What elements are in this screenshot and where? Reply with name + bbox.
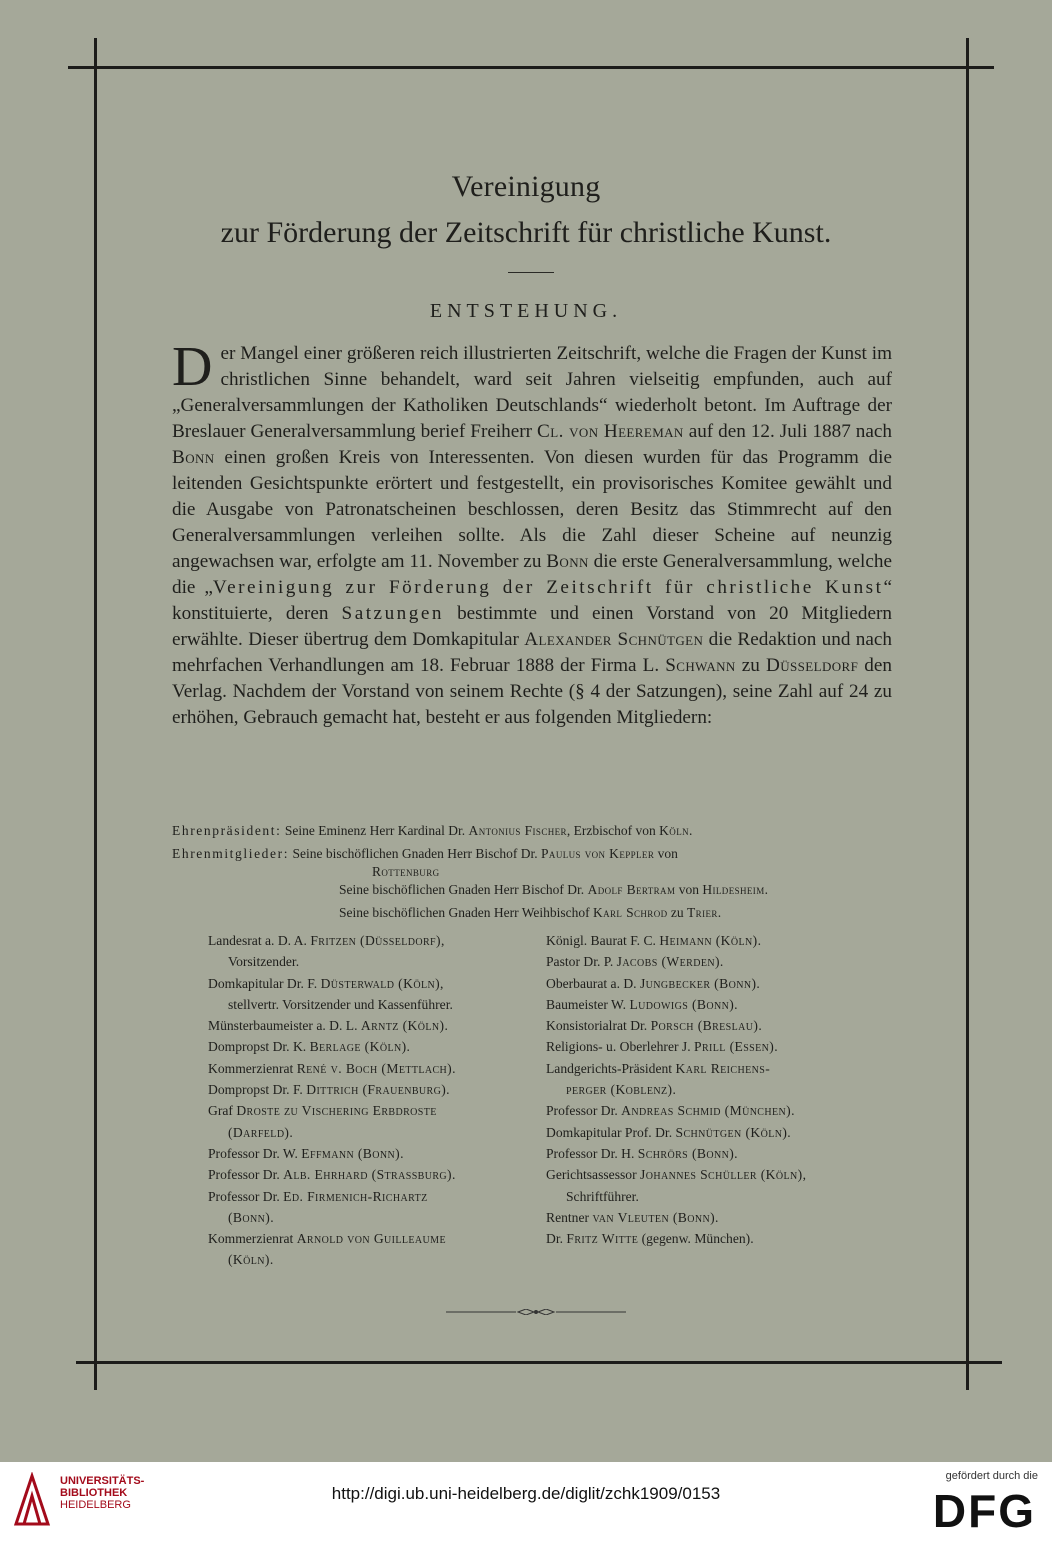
section-heading: ENTSTEHUNG. xyxy=(429,300,623,322)
member-entry: (Darfeld). xyxy=(228,1124,293,1140)
member-entry: Rentner van Vleuten (Bonn). xyxy=(546,1209,719,1225)
honorary-president: Ehrenpräsident: Seine Eminenz Herr Kardinal Dr. Antonius Fischer, Erzbischof von Köln. xyxy=(172,823,693,838)
member-entry: Professor Dr. W. Effmann (Bonn). xyxy=(208,1145,404,1161)
member-entry: Landesrat a. D. A. Fritzen (Düsseldorf), xyxy=(208,933,445,948)
member-entry: Kommerzienrat Arnold von Guilleaume xyxy=(208,1231,446,1247)
member-entry: perger (Koblenz). xyxy=(566,1082,676,1098)
member-entry: Schriftführer. xyxy=(566,1188,639,1204)
name-heereman: Cl. von Heereman xyxy=(537,421,684,442)
library-name[interactable]: UNIVERSITÄTS- BIBLIOTHEK HEIDELBERG xyxy=(60,1475,145,1511)
member-entry: Professor Dr. Andreas Schmid (München). xyxy=(546,1103,795,1119)
member-entry: Professor Dr. Alb. Ehrhard (Strassburg). xyxy=(208,1167,456,1183)
member-entry: Professor Dr. Ed. Firmenich-Richartz xyxy=(208,1188,428,1204)
member-entry: Landgerichts-Präsident Karl Reichens- xyxy=(546,1060,771,1076)
viewer-footer xyxy=(0,1462,1052,1541)
member-entry: (Bonn). xyxy=(228,1209,274,1225)
member-entry: Königl. Baurat F. C. Heimann (Köln). xyxy=(546,933,761,948)
member-entry: Pastor Dr. P. Jacobs (Werden). xyxy=(546,954,724,970)
drop-cap: D xyxy=(172,336,213,398)
member-entry: Domkapitular Dr. F. Düsterwald (Köln), xyxy=(208,975,444,991)
member-entry: Gerichtsassessor Johannes Schüller (Köln), xyxy=(546,1167,806,1183)
frame-top-line xyxy=(68,66,994,69)
member-entry: Domkapitular Prof. Dr. Schnütgen (Köln). xyxy=(546,1124,791,1140)
title-divider xyxy=(508,272,554,273)
frame-bottom-line xyxy=(76,1361,1002,1364)
member-entry: (Köln). xyxy=(228,1252,274,1268)
member-entry: Dompropst Dr. F. Dittrich (Frauenburg). xyxy=(208,1082,450,1098)
name-schnuetgen: Alexander Schnütgen xyxy=(524,629,704,650)
member-entry: Dompropst Dr. K. Berlage (Köln). xyxy=(208,1039,410,1055)
honorary-member-2: Seine bischöflichen Gnaden Herr Bischof Dr. Adolf Bertram von Hildesheim. xyxy=(339,882,768,897)
member-entry: stellvertr. Vorsitzender und Kassenführer. xyxy=(228,996,453,1012)
member-entry: Graf Droste zu Vischering Erbdroste xyxy=(208,1103,437,1119)
member-entry: Vorsitzender. xyxy=(228,954,300,970)
member-entry: Religions- u. Oberlehrer J. Prill (Essen). xyxy=(546,1039,778,1055)
member-entry: Konsistorialrat Dr. Porsch (Breslau). xyxy=(546,1018,762,1034)
member-entry: Kommerzienrat René v. Boch (Mettlach). xyxy=(208,1060,456,1076)
honorary-member-3: Seine bischöflichen Gnaden Herr Weihbischof Karl Schrod zu Trier. xyxy=(339,905,722,920)
association-name: Vereinigung zur Förderung der Zeitschrift für christliche Kunst xyxy=(212,577,884,598)
member-entry: Baumeister W. Ludowigs (Bonn). xyxy=(546,996,738,1012)
member-entry: Oberbaurat a. D. Jungbecker (Bonn). xyxy=(546,975,760,991)
title-line-2: zur Förderung der Zeitschrift für christliche Kunst. xyxy=(220,216,832,249)
title-line-1: Vereinigung xyxy=(451,170,601,203)
member-entry: Dr. Fritz Witte (gegenw. München). xyxy=(546,1231,754,1247)
dfg-logo[interactable]: DFG xyxy=(932,1485,1036,1537)
body-paragraph: Der Mangel einer größeren reich illustrierten Zeitschrift, welche die Fragen der Kunst im christlichen Sinne behandelt, ward seit Jahren vielseitig empfunden, auch auf „Generalversammlungen der Katholiken Deutschlands“ wiederholt betont. Im Auftrage der Breslauer Generalversammlung berief Freiherr Cl. von Heereman auf den 12. Juli 1887 nach Bonn einen großen Kreis von Interessenten. Von diesen wurden für das Programm die leitenden Gesichtspunkte erörtert und festgestellt, ein provisorisches Komitee gewählt und die Ausgabe von Patronatscheinen beschlossen, deren Besitz das Stimmrecht auf den Generalversammlungen verleihen sollte. Als die Zahl dieser Scheine auf neunzig angewachsen war, erfolgte am 11. November zu Bonn die erste Generalversammlung, welche die „Vereinigung zur Förderung der Zeitschrift für christliche Kunst“ konstituierte, deren Satzungen bestimmte und einen Vorstand von 20 Mitgliedern erwählte. Dieser übertrug dem Domkapitular Alexander Schnütgen die Redaktion und nach mehrfachen Verhandlungen am 18. Februar 1888 der Firma L. Schwann zu Düsseldorf den Verlag. Nachdem der Vorstand von seinem Rechte (§ 4 der Satzungen), seine Zahl auf 24 zu erhöhen, Gebrauch gemacht hat, besteht er aus folgenden Mitgliedern: xyxy=(172,336,893,728)
member-entry: Münsterbaumeister a. D. L. Arntz (Köln). xyxy=(208,1018,448,1034)
permalink-url[interactable]: http://digi.ub.uni-heidelberg.de/diglit/zchk1909/0153 xyxy=(331,1484,721,1503)
funded-by-label: gefördert durch die xyxy=(945,1470,1038,1482)
members-left-column xyxy=(208,930,526,1271)
ornament-divider-icon xyxy=(446,1309,626,1315)
honorary-member-1: Ehrenmitglieder: Seine bischöflichen Gnaden Herr Bischof Dr. Paulus von Keppler von Rottenburg xyxy=(172,846,678,879)
members-right-column xyxy=(546,930,896,1249)
member-entry: Professor Dr. H. Schrörs (Bonn). xyxy=(546,1145,738,1161)
